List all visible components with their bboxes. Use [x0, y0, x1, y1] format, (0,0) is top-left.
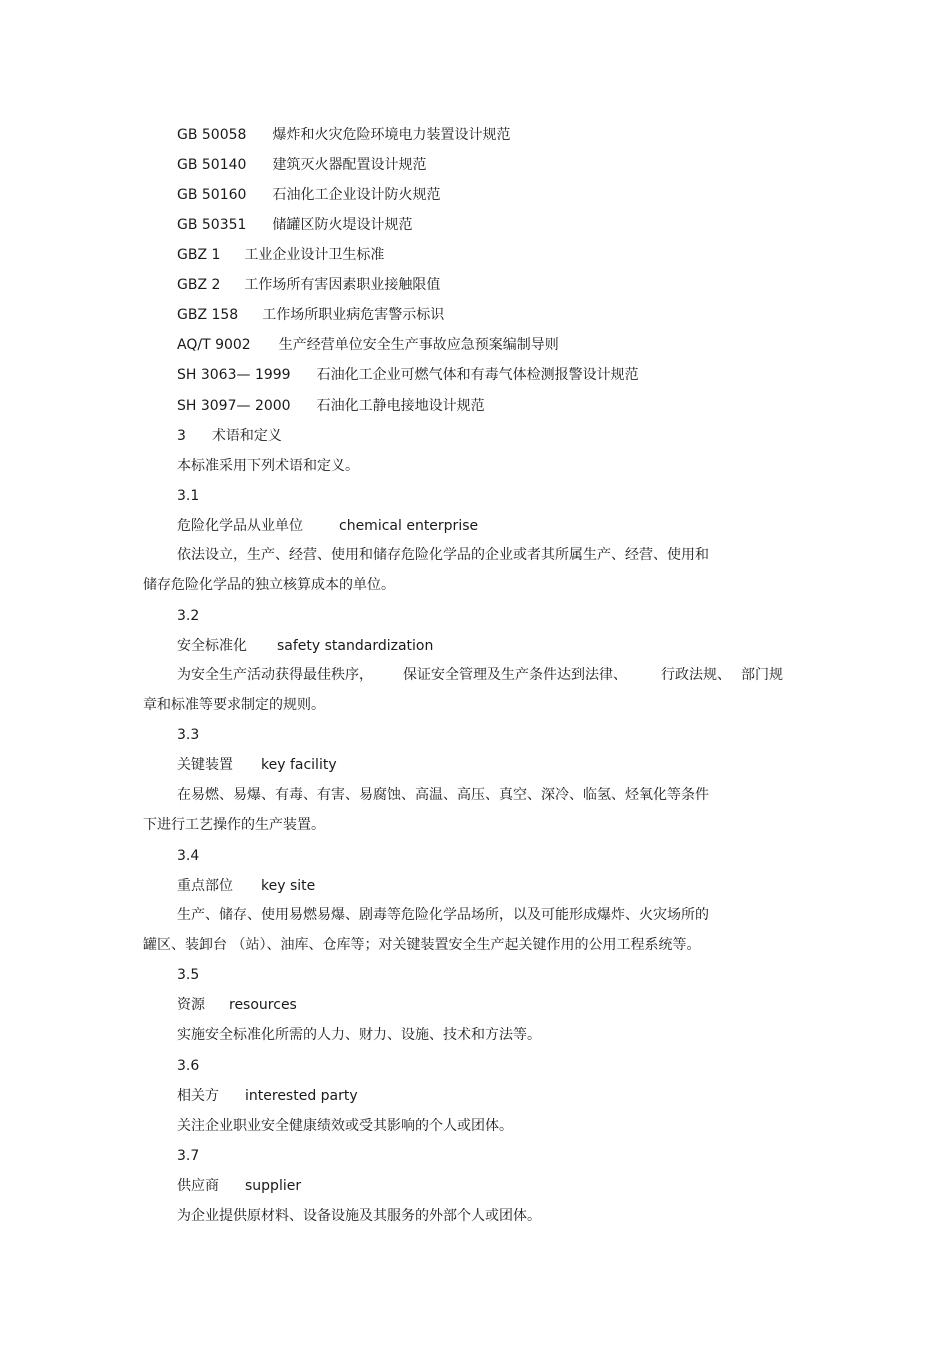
reference-title: 石油化工企业设计防火规范: [272, 187, 441, 203]
reference-title: 工业企业设计卫生标准: [244, 247, 385, 263]
reference-code: GBZ 2: [177, 277, 221, 293]
term-number: 3.5: [177, 967, 200, 983]
reference-item: [177, 155, 426, 175]
term-en: interested party: [245, 1088, 358, 1104]
reference-code: GBZ 1: [177, 247, 221, 263]
term-definition: 生产、储存、使用易燃易爆、剧毒等危险化学品场所，以及可能形成爆炸、火灾场所的: [177, 907, 709, 923]
reference-code: AQ/T 9002: [177, 337, 251, 353]
term-definition: 依法设立，生产、经营、使用和储存危险化学品的企业或者其所属生产、经营、使用和: [177, 547, 709, 563]
term-heading: [177, 1086, 358, 1106]
term-definition: 在易燃、易爆、有毒、有害、易腐蚀、高温、高压、真空、深冷、临氢、烃氧化等条件: [177, 787, 709, 803]
reference-code: GBZ 158: [177, 307, 239, 323]
term-definition-cont: 下进行工艺操作的生产装置。: [143, 817, 325, 833]
reference-item: [177, 335, 559, 355]
term-cn: 重点部位: [177, 878, 233, 894]
reference-item: [177, 185, 440, 205]
section-number: 3: [177, 428, 186, 444]
reference-title: 石油化工企业可燃气体和有毒气体检测报警设计规范: [316, 367, 639, 383]
term-definition-part: 为安全生产活动获得最佳秩序，: [177, 667, 373, 683]
reference-item: [177, 365, 639, 385]
term-cn: 资源: [177, 997, 205, 1013]
reference-title: 爆炸和火灾危险环境电力装置设计规范: [272, 127, 511, 143]
term-number: 3.2: [177, 608, 200, 624]
term-number: 3.6: [177, 1058, 200, 1074]
term-en: key site: [261, 878, 316, 894]
term-number: 3.4: [177, 848, 200, 864]
term-cn: 关键装置: [177, 757, 233, 773]
term-definition-part: 部门规: [741, 667, 783, 683]
section-heading: [177, 426, 282, 446]
reference-item: [177, 396, 485, 416]
term-cn: 相关方: [177, 1088, 219, 1104]
term-definition-cont: 章和标准等要求制定的规则。: [143, 697, 325, 713]
term-en: safety standardization: [277, 638, 434, 654]
term-definition-cont: 储存危险化学品的独立核算成本的单位。: [143, 577, 395, 593]
term-definition-part: 保证安全管理及生产条件达到法律、: [403, 667, 627, 683]
term-definition: 为企业提供原材料、设备设施及其服务的外部个人或团体。: [177, 1208, 541, 1224]
reference-code: GB 50058: [177, 127, 247, 143]
reference-item: [177, 245, 384, 265]
term-heading: [177, 876, 315, 896]
term-number: 3.1: [177, 488, 200, 504]
term-en: supplier: [245, 1178, 302, 1194]
term-definition-cont: 罐区、装卸台 （站）、油库、仓库等；对关键装置安全生产起关键作用的公用工程系统等。: [143, 937, 701, 953]
term-definition-part: 行政法规、: [661, 667, 731, 683]
term-en: resources: [229, 997, 297, 1013]
reference-item: [177, 125, 510, 145]
reference-title: 石油化工静电接地设计规范: [316, 398, 485, 414]
term-heading: [177, 755, 337, 775]
reference-title: 储罐区防火堤设计规范: [272, 217, 413, 233]
term-definition: 实施安全标准化所需的人力、财力、设施、技术和方法等。: [177, 1027, 541, 1043]
section-intro: 本标准采用下列术语和定义。: [177, 458, 359, 474]
reference-title: 生产经营单位安全生产事故应急预案编制导则: [278, 337, 559, 353]
reference-item: [177, 305, 444, 325]
reference-code: SH 3097— 2000: [177, 398, 291, 414]
reference-item: [177, 275, 440, 295]
section-title: 术语和定义: [211, 428, 282, 444]
reference-code: GB 50140: [177, 157, 247, 173]
term-number: 3.3: [177, 727, 200, 743]
term-heading: [177, 516, 478, 536]
term-heading: [177, 995, 297, 1015]
term-cn: 安全标准化: [177, 638, 247, 654]
term-en: key facility: [261, 757, 337, 773]
reference-title: 工作场所职业病危害警示标识: [262, 307, 445, 323]
reference-code: GB 50160: [177, 187, 247, 203]
term-definition: [177, 665, 783, 685]
term-definition: 关注企业职业安全健康绩效或受其影响的个人或团体。: [177, 1118, 513, 1134]
term-cn: 供应商: [177, 1178, 219, 1194]
reference-code: SH 3063— 1999: [177, 367, 291, 383]
term-cn: 危险化学品从业单位: [177, 518, 303, 534]
reference-item: [177, 215, 412, 235]
reference-title: 工作场所有害因素职业接触限值: [244, 277, 441, 293]
term-en: chemical enterprise: [339, 518, 479, 534]
term-heading: [177, 636, 433, 656]
reference-code: GB 50351: [177, 217, 247, 233]
term-heading: [177, 1176, 301, 1196]
term-number: 3.7: [177, 1148, 200, 1164]
reference-title: 建筑灭火器配置设计规范: [272, 157, 427, 173]
